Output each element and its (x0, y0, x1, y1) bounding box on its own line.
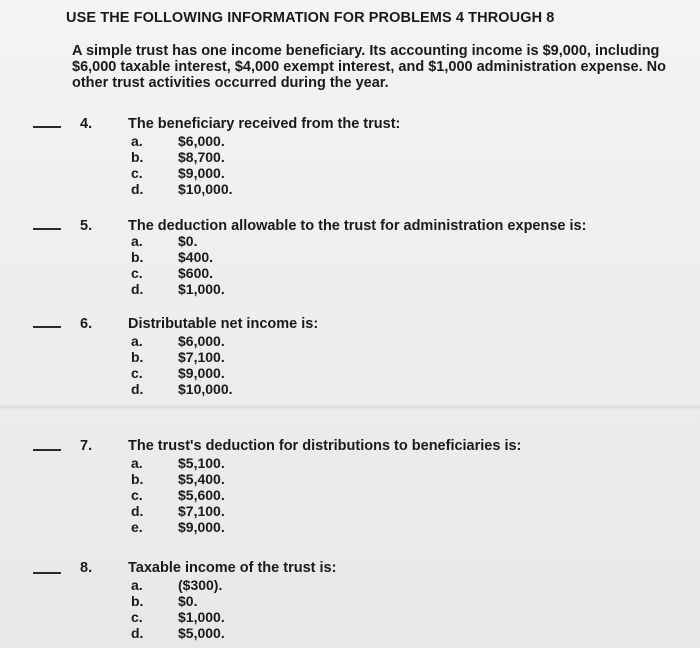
problem-number: 7. (80, 438, 93, 454)
answer-blank[interactable] (33, 126, 61, 128)
option-value: $400. (178, 249, 214, 265)
option-letter: b. (131, 593, 144, 609)
option-value: $7,100. (178, 503, 225, 519)
option-letter: b. (131, 471, 144, 487)
option-letter: d. (131, 625, 144, 641)
paper-fold (0, 404, 700, 410)
option-letter: a. (131, 455, 143, 471)
option-value: $10,000. (178, 181, 233, 197)
answer-blank[interactable] (33, 572, 61, 574)
question-text: The deduction allowable to the trust for administration expense is: (128, 218, 587, 234)
problem-number: 5. (80, 218, 93, 234)
option-value: $5,600. (178, 487, 225, 503)
option-value: $5,400. (178, 471, 225, 487)
problem-number: 4. (80, 116, 93, 132)
option-letter: c. (131, 487, 143, 503)
option-value: $600. (178, 265, 214, 281)
option-letter: c. (131, 265, 143, 281)
problem-number: 8. (80, 560, 93, 576)
question-text: The beneficiary received from the trust: (128, 116, 401, 132)
intro-paragraph: A simple trust has one income beneficiary. Its accounting income is $9,000, including $6,000 taxable interest, $4,000 exempt interest, and $1,000 administration expense. No other trust activities occurred during the year. (72, 43, 666, 91)
option-value: $5,000. (178, 625, 225, 641)
option-value: $5,100. (178, 455, 225, 471)
question-text: Taxable income of the trust is: (128, 560, 337, 576)
option-value: $7,100. (178, 349, 225, 365)
answer-blank[interactable] (33, 228, 61, 230)
option-letter: a. (131, 233, 143, 249)
option-value: $9,000. (178, 519, 225, 535)
answer-blank[interactable] (33, 449, 61, 451)
option-letter: b. (131, 149, 144, 165)
answer-blank[interactable] (33, 326, 61, 328)
option-value: $0. (178, 593, 198, 609)
option-value: $9,000. (178, 365, 225, 381)
section-header: USE THE FOLLOWING INFORMATION FOR PROBLEMS 4 THROUGH 8 (66, 10, 555, 26)
option-letter: c. (131, 365, 143, 381)
option-letter: d. (131, 381, 144, 397)
option-value: $8,700. (178, 149, 225, 165)
question-text: Distributable net income is: (128, 316, 319, 332)
option-letter: a. (131, 333, 143, 349)
option-value: $1,000. (178, 609, 225, 625)
option-value: $6,000. (178, 333, 225, 349)
option-value: $1,000. (178, 281, 225, 297)
option-letter: d. (131, 181, 144, 197)
question-text: The trust's deduction for distributions to beneficiaries is: (128, 438, 522, 454)
option-value: $9,000. (178, 165, 225, 181)
option-value: $0. (178, 233, 198, 249)
problem-number: 6. (80, 316, 93, 332)
option-value: $6,000. (178, 133, 225, 149)
option-value: $10,000. (178, 381, 233, 397)
option-letter: a. (131, 577, 143, 593)
option-letter: b. (131, 249, 144, 265)
option-letter: e. (131, 519, 143, 535)
option-letter: b. (131, 349, 144, 365)
option-value: ($300). (178, 577, 223, 593)
option-letter: d. (131, 503, 144, 519)
option-letter: c. (131, 165, 143, 181)
option-letter: a. (131, 133, 143, 149)
option-letter: c. (131, 609, 143, 625)
option-letter: d. (131, 281, 144, 297)
